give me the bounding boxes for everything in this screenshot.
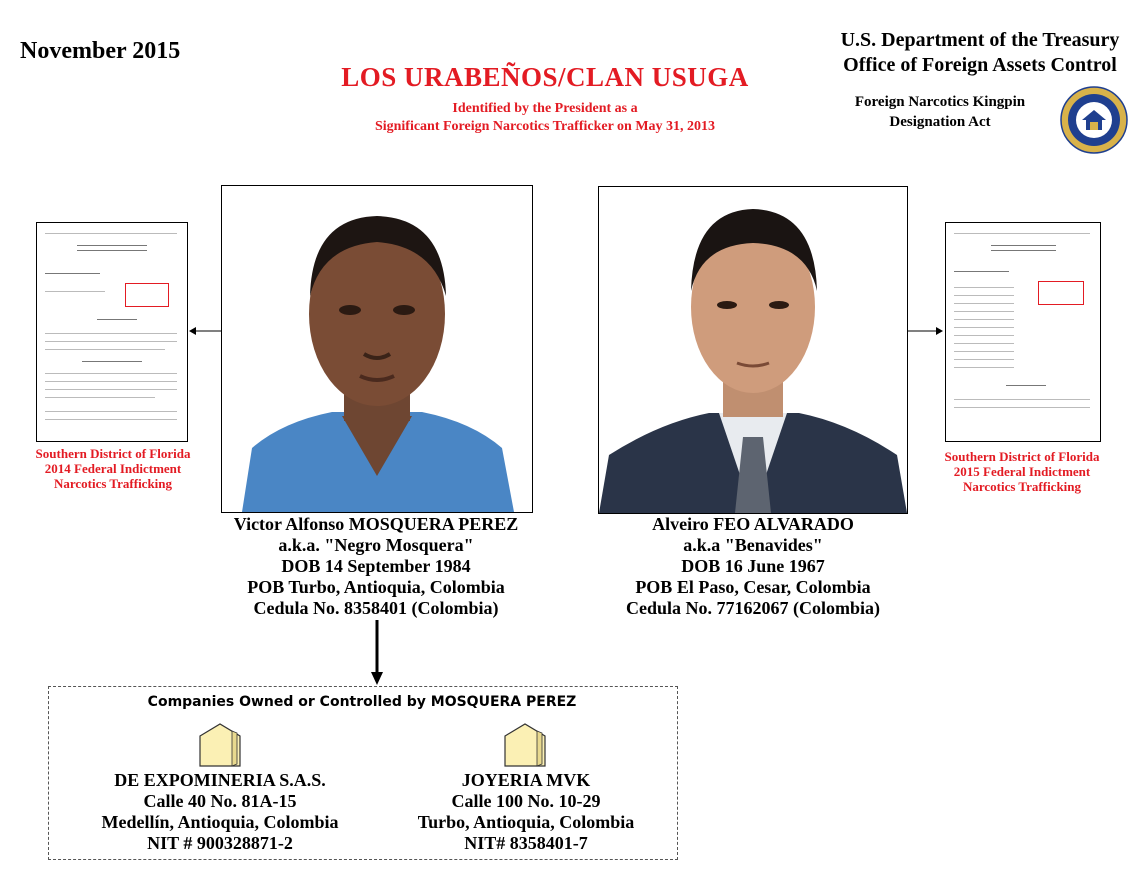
companies-title: Companies Owned or Controlled by MOSQUERA PEREZ <box>147 694 577 710</box>
person-icon <box>599 187 907 513</box>
subtitle-line-2: Significant Foreign Narcotics Trafficker on May 31, 2013 <box>374 119 716 134</box>
agency-title <box>820 28 1140 78</box>
company-address: Calle 100 No. 10-29 <box>451 791 601 811</box>
individual-name: Alveiro FEO ALVARADO <box>652 514 854 534</box>
individual-dob: DOB 14 September 1984 <box>281 556 471 576</box>
company-address: Calle 40 No. 81A-15 <box>143 791 297 811</box>
agency-line-2: Office of Foreign Assets Control <box>843 54 1117 76</box>
indictment-year: 2014 Federal Indictment <box>44 461 182 476</box>
subtitle-line-1: Identified by the President as a <box>452 101 638 116</box>
indictment-document-left <box>36 222 188 442</box>
indictment-district: Southern District of Florida <box>35 446 191 461</box>
individual-name: Victor Alfonso MOSQUERA PEREZ <box>233 514 519 534</box>
arrow-to-companies <box>369 620 385 686</box>
individual-pob: POB Turbo, Antioquia, Colombia <box>247 577 505 597</box>
company-city: Medellín, Antioquia, Colombia <box>101 812 339 832</box>
arrow-to-right-indictment <box>906 325 944 337</box>
individual-dob: DOB 16 June 1967 <box>681 556 825 576</box>
page-title: LOS URABEÑOS/CLAN USUGA <box>341 62 749 92</box>
indictment-charge: Narcotics Trafficking <box>962 479 1082 494</box>
company-city: Turbo, Antioquia, Colombia <box>417 812 635 832</box>
company-name: DE EXPOMINERIA S.A.S. <box>114 770 326 790</box>
individual-pob: POB El Paso, Cesar, Colombia <box>635 577 871 597</box>
act-title <box>830 92 1050 132</box>
indictment-caption-right <box>922 449 1122 494</box>
person-icon <box>222 186 532 512</box>
building-icon <box>502 722 548 768</box>
company-right <box>376 770 676 854</box>
company-name: JOYERIA MVK <box>461 770 591 790</box>
portrait-photo-left <box>221 185 533 513</box>
company-nit: NIT # 900328871-2 <box>147 833 293 853</box>
indictment-district: Southern District of Florida <box>944 449 1100 464</box>
indictment-year: 2015 Federal Indictment <box>953 464 1091 479</box>
individual-cedula: Cedula No. 77162067 (Colombia) <box>625 598 880 618</box>
individual-bio-left <box>176 514 576 619</box>
indictment-charge: Narcotics Trafficking <box>53 476 173 491</box>
report-date: November 2015 <box>20 38 181 64</box>
indictment-document-right <box>945 222 1101 442</box>
page-subtitle <box>290 100 800 136</box>
act-line-1: Foreign Narcotics Kingpin <box>854 94 1026 110</box>
building-icon <box>197 722 243 768</box>
individual-aka: a.k.a "Benavides" <box>683 535 823 555</box>
arrow-to-left-indictment <box>188 325 222 337</box>
individual-aka: a.k.a. "Negro Mosquera" <box>278 535 474 555</box>
treasury-seal-icon <box>1060 86 1128 154</box>
portrait-photo-right <box>598 186 908 514</box>
company-left <box>70 770 370 854</box>
individual-cedula: Cedula No. 8358401 (Colombia) <box>253 598 499 618</box>
agency-line-1: U.S. Department of the Treasury <box>840 29 1120 51</box>
act-line-2: Designation Act <box>889 114 991 130</box>
individual-bio-right <box>553 514 953 619</box>
company-nit: NIT# 8358401-7 <box>464 833 588 853</box>
indictment-caption-left <box>13 446 213 491</box>
